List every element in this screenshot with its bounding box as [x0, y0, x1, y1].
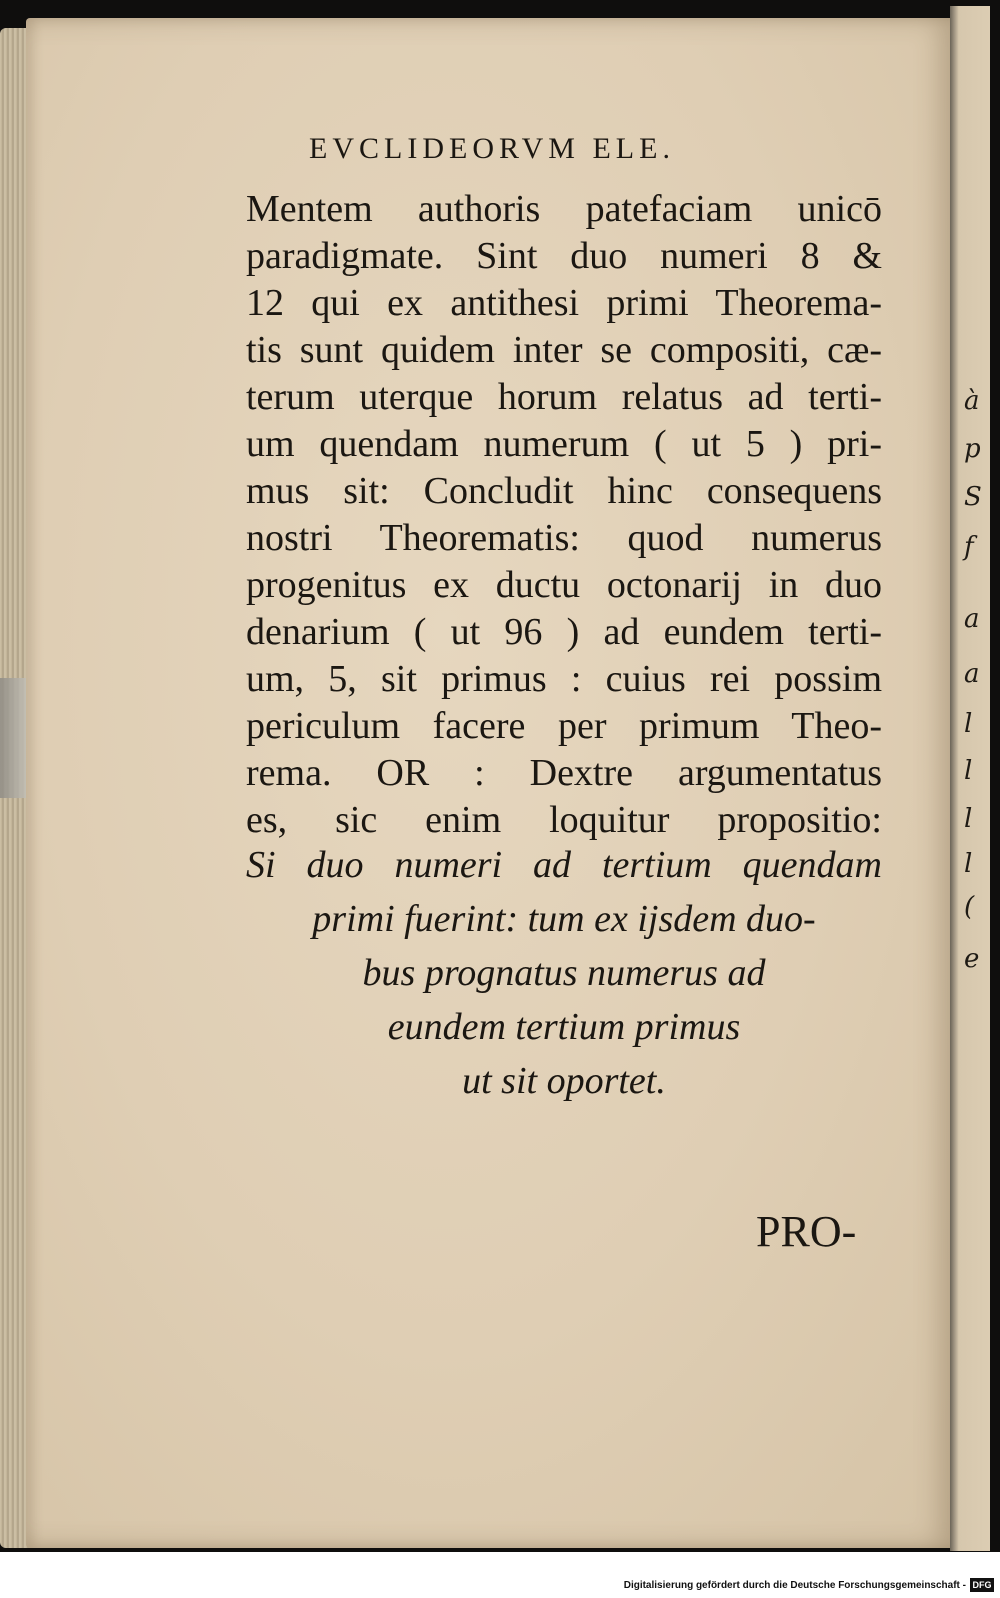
text-line: 12 qui ex antithesi primi Theorema- [246, 282, 882, 324]
italic-line: primi fuerint: tum ex ijsdem duo- [312, 898, 816, 940]
text-line: nostri Theorematis: quod numerus [246, 517, 882, 559]
facing-page-glyph: a [964, 604, 980, 634]
body-text [246, 186, 882, 844]
facing-page-glyph: l [964, 756, 973, 786]
text-line: periculum facere per primum Theo- [246, 705, 882, 747]
italic-line: ut sit oportet. [462, 1060, 666, 1102]
text-line: progenitus ex ductu octonarij in duo [246, 564, 882, 606]
italic-line: Si duo numeri ad tertium quendam [246, 844, 882, 886]
dfg-logo: DFG [970, 1578, 994, 1592]
text-line: denarium ( ut 96 ) ad eundem terti- [246, 611, 882, 653]
text-line: es, sic enim loquitur propositio: [246, 799, 882, 841]
text-line: mus sit: Concludit hinc consequens [246, 470, 882, 512]
text-line: um quendam numerum ( ut 5 ) pri- [246, 423, 882, 465]
facing-page-glyph: l [964, 709, 973, 739]
facing-page-glyph: à [964, 386, 980, 416]
catchword: PRO- [756, 1207, 857, 1256]
facing-page-glyph: p [964, 434, 981, 464]
text-line: terum uterque horum relatus ad terti- [246, 376, 882, 418]
facing-page-glyph: e [964, 944, 980, 974]
facing-page-edge [950, 6, 990, 1551]
facing-page-glyph: S [964, 482, 982, 512]
facing-page-glyph: l [964, 849, 973, 879]
text-line: Mentem authoris patefaciam unicō [246, 188, 882, 230]
facing-page-glyph: f [964, 532, 974, 562]
facing-page-glyph: a [964, 659, 980, 689]
text-line: um, 5, sit primus : cuius rei possim [246, 658, 882, 700]
funding-credit: Digitalisierung gefördert durch die Deutsche Forschungsgemeinschaft - [623, 1580, 966, 1591]
proposition-italic [246, 838, 882, 1108]
text-line: rema. OR : Dextre argumentatus [246, 752, 882, 794]
text-line: tis sunt quidem inter se compositi, cæ- [246, 329, 882, 371]
running-header: EVCLIDEORVM ELE. [309, 132, 675, 165]
footer-bar [0, 1552, 1000, 1598]
facing-page-glyph: ( [964, 892, 975, 922]
italic-line: eundem tertium primus [387, 1006, 741, 1048]
facing-page-glyph: l [964, 804, 973, 834]
italic-line: bus prognatus numerus ad [362, 952, 766, 994]
text-line: paradigmate. Sint duo numeri 8 & [246, 235, 882, 277]
